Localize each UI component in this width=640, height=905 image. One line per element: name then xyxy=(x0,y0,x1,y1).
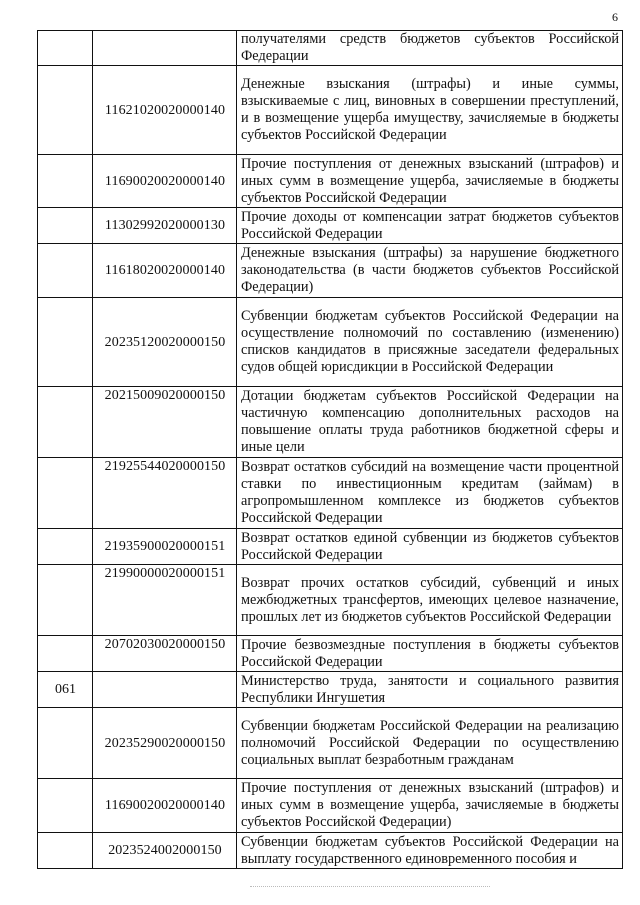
page-bottom-artifact xyxy=(250,886,490,890)
revenue-code-cell: 11618020020000140 xyxy=(93,244,237,298)
page-number: 6 xyxy=(612,10,618,24)
revenue-name-cell: Денежные взыскания (штрафы) за нарушение бюджетного законодательства (в части бюджетов субъектов Российской Федерации) xyxy=(237,244,623,298)
table-row xyxy=(38,708,623,779)
admin-code-cell xyxy=(38,529,93,565)
admin-code-cell xyxy=(38,155,93,208)
table-row xyxy=(38,387,623,458)
revenue-code-cell xyxy=(93,31,237,66)
revenue-name-cell: Дотации бюджетам субъектов Российской Федерации на частичную компенсацию дополнительных расходов на повышение оплаты труда работников бюджетной сферы и иные цели xyxy=(237,387,623,458)
table-row xyxy=(38,244,623,298)
revenue-code-cell: 11690020020000140 xyxy=(93,779,237,833)
revenue-code-cell: 20215009020000150 xyxy=(93,387,237,458)
admin-code-cell xyxy=(38,708,93,779)
table-row xyxy=(38,779,623,833)
table-row xyxy=(38,208,623,244)
revenue-code-cell: 20235120020000150 xyxy=(93,298,237,387)
revenue-name-cell: Субвенции бюджетам Российской Федерации на реализацию полномочий Российской Федерации по осуществлению социальных выплат безработным гражданам xyxy=(237,708,623,779)
table-row xyxy=(38,636,623,672)
revenue-name-cell: Субвенции бюджетам субъектов Российской Федерации на выплату государственного единовременного пособия и xyxy=(237,833,623,869)
table-row xyxy=(38,565,623,636)
table-row xyxy=(38,833,623,869)
revenue-code-cell: 11302992020000130 xyxy=(93,208,237,244)
revenue-name-cell: Прочие безвозмездные поступления в бюджеты субъектов Российской Федерации xyxy=(237,636,623,672)
revenue-code-cell: 21935900020000151 xyxy=(93,529,237,565)
table-body xyxy=(38,31,623,869)
revenue-code-cell xyxy=(93,672,237,708)
table-row xyxy=(38,31,623,66)
admin-code-cell xyxy=(38,244,93,298)
revenue-name-cell: Прочие доходы от компенсации затрат бюджетов субъектов Российской Федерации xyxy=(237,208,623,244)
revenue-name-cell: Возврат остатков субсидий на возмещение части процентной ставки по инвестиционным кредитам (займам) в агропромышленном комплексе из бюджетов субъектов Российской Федерации xyxy=(237,458,623,529)
budget-revenue-table xyxy=(37,30,623,869)
revenue-name-cell: Возврат остатков единой субвенции из бюджетов субъектов Российской Федерации xyxy=(237,529,623,565)
revenue-name-cell: Возврат прочих остатков субсидий, субвенций и иных межбюджетных трансфертов, имеющих целевое назначение, прошлых лет из бюджетов субъектов Российской Федерации xyxy=(237,565,623,636)
admin-code-cell xyxy=(38,779,93,833)
revenue-code-cell: 20235290020000150 xyxy=(93,708,237,779)
admin-code-cell xyxy=(38,565,93,636)
table-row xyxy=(38,672,623,708)
revenue-name-cell: получателями средств бюджетов субъектов Российской Федерации xyxy=(237,31,623,66)
admin-code-cell xyxy=(38,458,93,529)
admin-code-cell xyxy=(38,66,93,155)
admin-code-cell xyxy=(38,31,93,66)
revenue-name-cell: Денежные взыскания (штрафы) и иные суммы, взыскиваемые с лиц, виновных в совершении преступлений, и в возмещение ущерба имуществу, зачисляемые в бюджеты субъектов Российской Федерации xyxy=(237,66,623,155)
admin-code-cell xyxy=(38,387,93,458)
revenue-code-cell: 11690020020000140 xyxy=(93,155,237,208)
table-row xyxy=(38,458,623,529)
revenue-code-cell: 21925544020000150 xyxy=(93,458,237,529)
admin-code-cell: 061 xyxy=(38,672,93,708)
revenue-code-cell: 20702030020000150 xyxy=(93,636,237,672)
revenue-code-cell: 11621020020000140 xyxy=(93,66,237,155)
table-row xyxy=(38,66,623,155)
revenue-name-cell: Прочие поступления от денежных взысканий (штрафов) и иных сумм в возмещение ущерба, зачисляемые в бюджеты субъектов Российской Федерации) xyxy=(237,779,623,833)
revenue-name-cell: Субвенции бюджетам субъектов Российской Федерации на осуществление полномочий по составлению (изменению) списков кандидатов в присяжные заседатели федеральных судов общей юрисдикции в Российской Федерации xyxy=(237,298,623,387)
revenue-code-cell: 21990000020000151 xyxy=(93,565,237,636)
admin-code-cell xyxy=(38,833,93,869)
revenue-name-cell: Прочие поступления от денежных взысканий (штрафов) и иных сумм в возмещение ущерба, зачисляемые в бюджеты субъектов Российской Федерации xyxy=(237,155,623,208)
admin-code-cell xyxy=(38,208,93,244)
revenue-name-cell: Министерство труда, занятости и социального развития Республики Ингушетия xyxy=(237,672,623,708)
admin-code-cell xyxy=(38,298,93,387)
admin-code-cell xyxy=(38,636,93,672)
table-row xyxy=(38,529,623,565)
revenue-code-cell: 2023524002000150 xyxy=(93,833,237,869)
table-row xyxy=(38,298,623,387)
table-row xyxy=(38,155,623,208)
